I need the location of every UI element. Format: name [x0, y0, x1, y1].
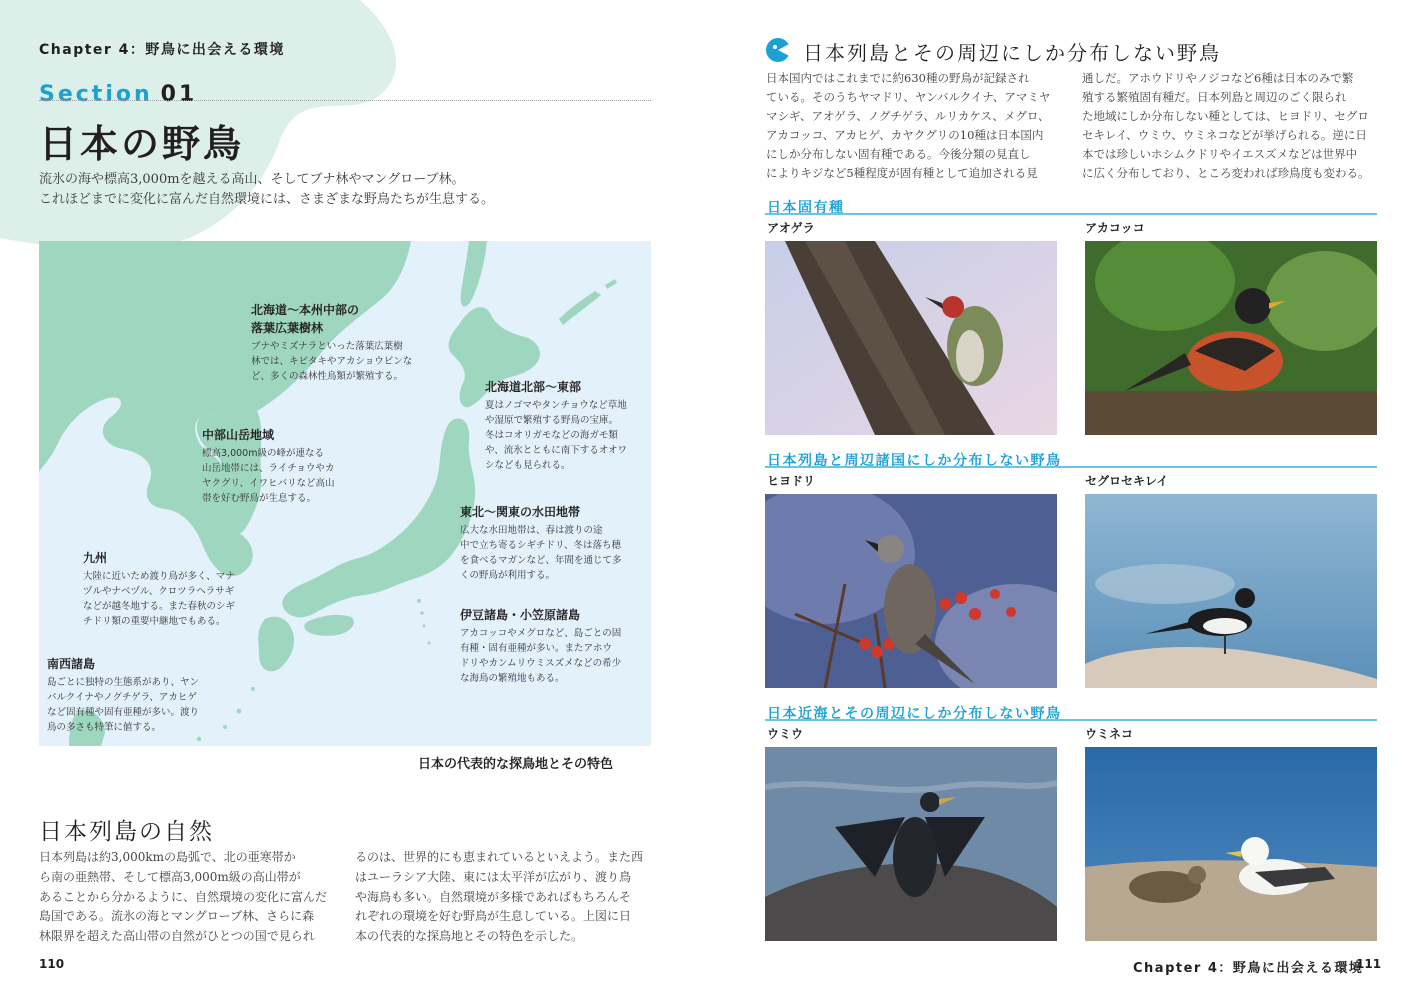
- region-title: 北海道北部〜東部: [485, 380, 582, 394]
- map-region-tohoku-kanto-paddies: [460, 503, 650, 583]
- intro-column-2: 通しだ。アホウドリやノジコなど6種は日本のみで繁 殖する繁殖固有種だ。日本列島と周辺のごく限られ た地域にしか分布しない種としては、ヒヨドリ、セグロ セキレイ、ウミウ、ウミネコなどが挙げられる。逆に日 本では珍しいホシムクドリやイエスズメなどは世界中 に広く分布しており、ところ変われば珍鳥度も変わる。: [1082, 71, 1370, 180]
- lead-paragraph: [39, 170, 659, 210]
- photo-umiu: [765, 747, 1057, 941]
- region-description: 標高3,000m級の峰が連なる 山岳地帯には、ライチョウやカ ヤクグリ、イワヒバリなど高山 帯を好む野鳥が生息する。: [202, 448, 335, 504]
- region-description: ブナやミズナラといった落葉広葉樹 林では、キビタキやアカショウビンな ど、多くの森林性鳥類が繁殖する。: [251, 341, 413, 382]
- map-caption: 日本の代表的な探鳥地とその特色: [418, 757, 614, 772]
- photo-akakokko: [1085, 241, 1377, 435]
- region-title: 東北〜関東の水田地帯: [460, 505, 581, 519]
- right-page-heading: 日本列島とその周辺にしか分布しない野鳥: [803, 41, 1221, 65]
- bird-name-umiu: ウミウ: [767, 727, 804, 741]
- bird-name-segurosekirei: セグロセキレイ: [1085, 474, 1169, 488]
- section-heading-nature: 日本列島の自然: [39, 819, 214, 845]
- region-description: 大陸に近いため渡り鳥が多く、マナ ヅルやナベヅル、クロツラヘラサギ などが越冬地する。また春秋のシギ チドリ類の重要中継地でもある。: [83, 571, 236, 627]
- region-description: 広大な水田地帯は、春は渡りの途 中で立ち寄るシギチドリ、冬は落ち穂 を食べるマガンなど、年間を通じて多 くの野鳥が利用する。: [460, 525, 622, 581]
- map-region-chubu-mountains: [202, 426, 382, 506]
- region-description: 夏はノゴマやタンチョウなど草地 や湿原で繁殖する野鳥の宝庫。 冬はコオリガモなどの海ガモ類 や、流氷とともに南下するオオワ シなども見られる。: [485, 400, 628, 471]
- section-number: 01: [160, 82, 198, 107]
- category-heading-endemic: 日本固有種: [767, 200, 845, 216]
- category-divider: [765, 719, 1377, 721]
- region-title: 伊豆諸島・小笠原諸島: [460, 608, 581, 622]
- region-description: アカコッコやメグロなど、島ごとの固 有種・固有亜種が多い。またアホウ ドリやカンムリウミスズメなどの希少 な海鳥の繁殖地もある。: [460, 628, 622, 684]
- bird-name-akakokko: アカコッコ: [1085, 221, 1145, 235]
- map-region-kyushu: [83, 549, 273, 629]
- photo-aogera: [765, 241, 1057, 435]
- map-region-nansei-islands: [47, 655, 237, 735]
- page-number-left: 110: [39, 957, 65, 971]
- chapter-label: Chapter 4：野鳥に出会える環境: [39, 42, 285, 58]
- region-description: 島ごとに独特の生態系があり、ヤン バルクイナやノグチゲラ、アカヒゲ など固有種や固有亜種が多い。渡り 鳥の多さも特筆に値する。: [47, 677, 200, 733]
- photo-hiyodori: [765, 494, 1057, 688]
- page-number-right: 111: [1356, 957, 1382, 971]
- region-title: 南西諸島: [47, 657, 96, 671]
- map-region-hokkaido-north-east: [485, 378, 651, 473]
- section-label: [39, 82, 197, 107]
- lead-line: これほどまでに変化に富んだ自然環境には、さまざまな野鳥たちが生息する。: [39, 192, 495, 207]
- page-title: 日本の野鳥: [39, 122, 245, 166]
- bird-name-aogera: アオゲラ: [767, 221, 815, 235]
- category-divider: [765, 213, 1377, 215]
- map-region-hokkaido-chubu-forest: [251, 301, 451, 384]
- section-divider: [39, 100, 651, 101]
- photo-umineko: [1085, 747, 1377, 941]
- lead-line: 流氷の海や標高3,000mを越える高山、そしてブナ林やマングローブ林。: [39, 172, 465, 187]
- map-region-izu-ogasawara: [460, 606, 650, 686]
- chapter-label-footer: Chapter 4：野鳥に出会える環境: [1133, 961, 1364, 976]
- category-heading-near-seas: 日本近海とその周辺にしか分布しない野鳥: [767, 706, 1062, 722]
- category-divider: [765, 466, 1377, 468]
- bird-name-uminеko: ウミネコ: [1085, 727, 1134, 741]
- section-word: Section: [39, 82, 153, 107]
- body-column-2: るのは、世界的にも恵まれているといえよう。また西 はユーラシア大陸、東には太平洋が広がり、渡り鳥 や海鳥も多い。自然環境が多様であればもちろんそ れぞれの環境を好む野鳥が生息している。上図に日 本の代表的な探鳥地とその特色を示した。: [355, 850, 644, 944]
- heading-bullet-icon: [765, 37, 791, 63]
- region-title: 九州: [83, 551, 108, 565]
- bird-name-hiyodori: ヒヨドリ: [767, 474, 816, 488]
- body-column-1: 日本列島は約3,000kmの島弧で、北の亜寒帯か ら南の亜熱帯、そして標高3,000m級の高山帯が あることから分かるように、自然環境の変化に富んだ 島国である。流氷の海とマングローブ林、さらに森 林限界を超えた高山帯の自然がひとつの国で見られ: [39, 850, 328, 944]
- category-heading-japan-and-neighbors: 日本列島と周辺諸国にしか分布しない野鳥: [767, 453, 1062, 469]
- japan-birding-map: [39, 241, 651, 746]
- region-title: 中部山岳地域: [202, 428, 275, 442]
- region-title: 北海道〜本州中部の 落葉広葉樹林: [251, 303, 360, 335]
- intro-column-1: 日本国内ではこれまでに約630種の野鳥が記録され ている。そのうちヤマドリ、ヤンバルクイナ、アマミヤ マシギ、アオゲラ、ノグチゲラ、ルリカケス、メグロ、 アカコッコ、アカヒゲ、カヤクグリの10種は日本国内 にしか分布しない固有種である。今後分類の見直し によりキジなど5種程度が固有種として追加される見: [766, 71, 1051, 180]
- photo-segurosekirei: [1085, 494, 1377, 688]
